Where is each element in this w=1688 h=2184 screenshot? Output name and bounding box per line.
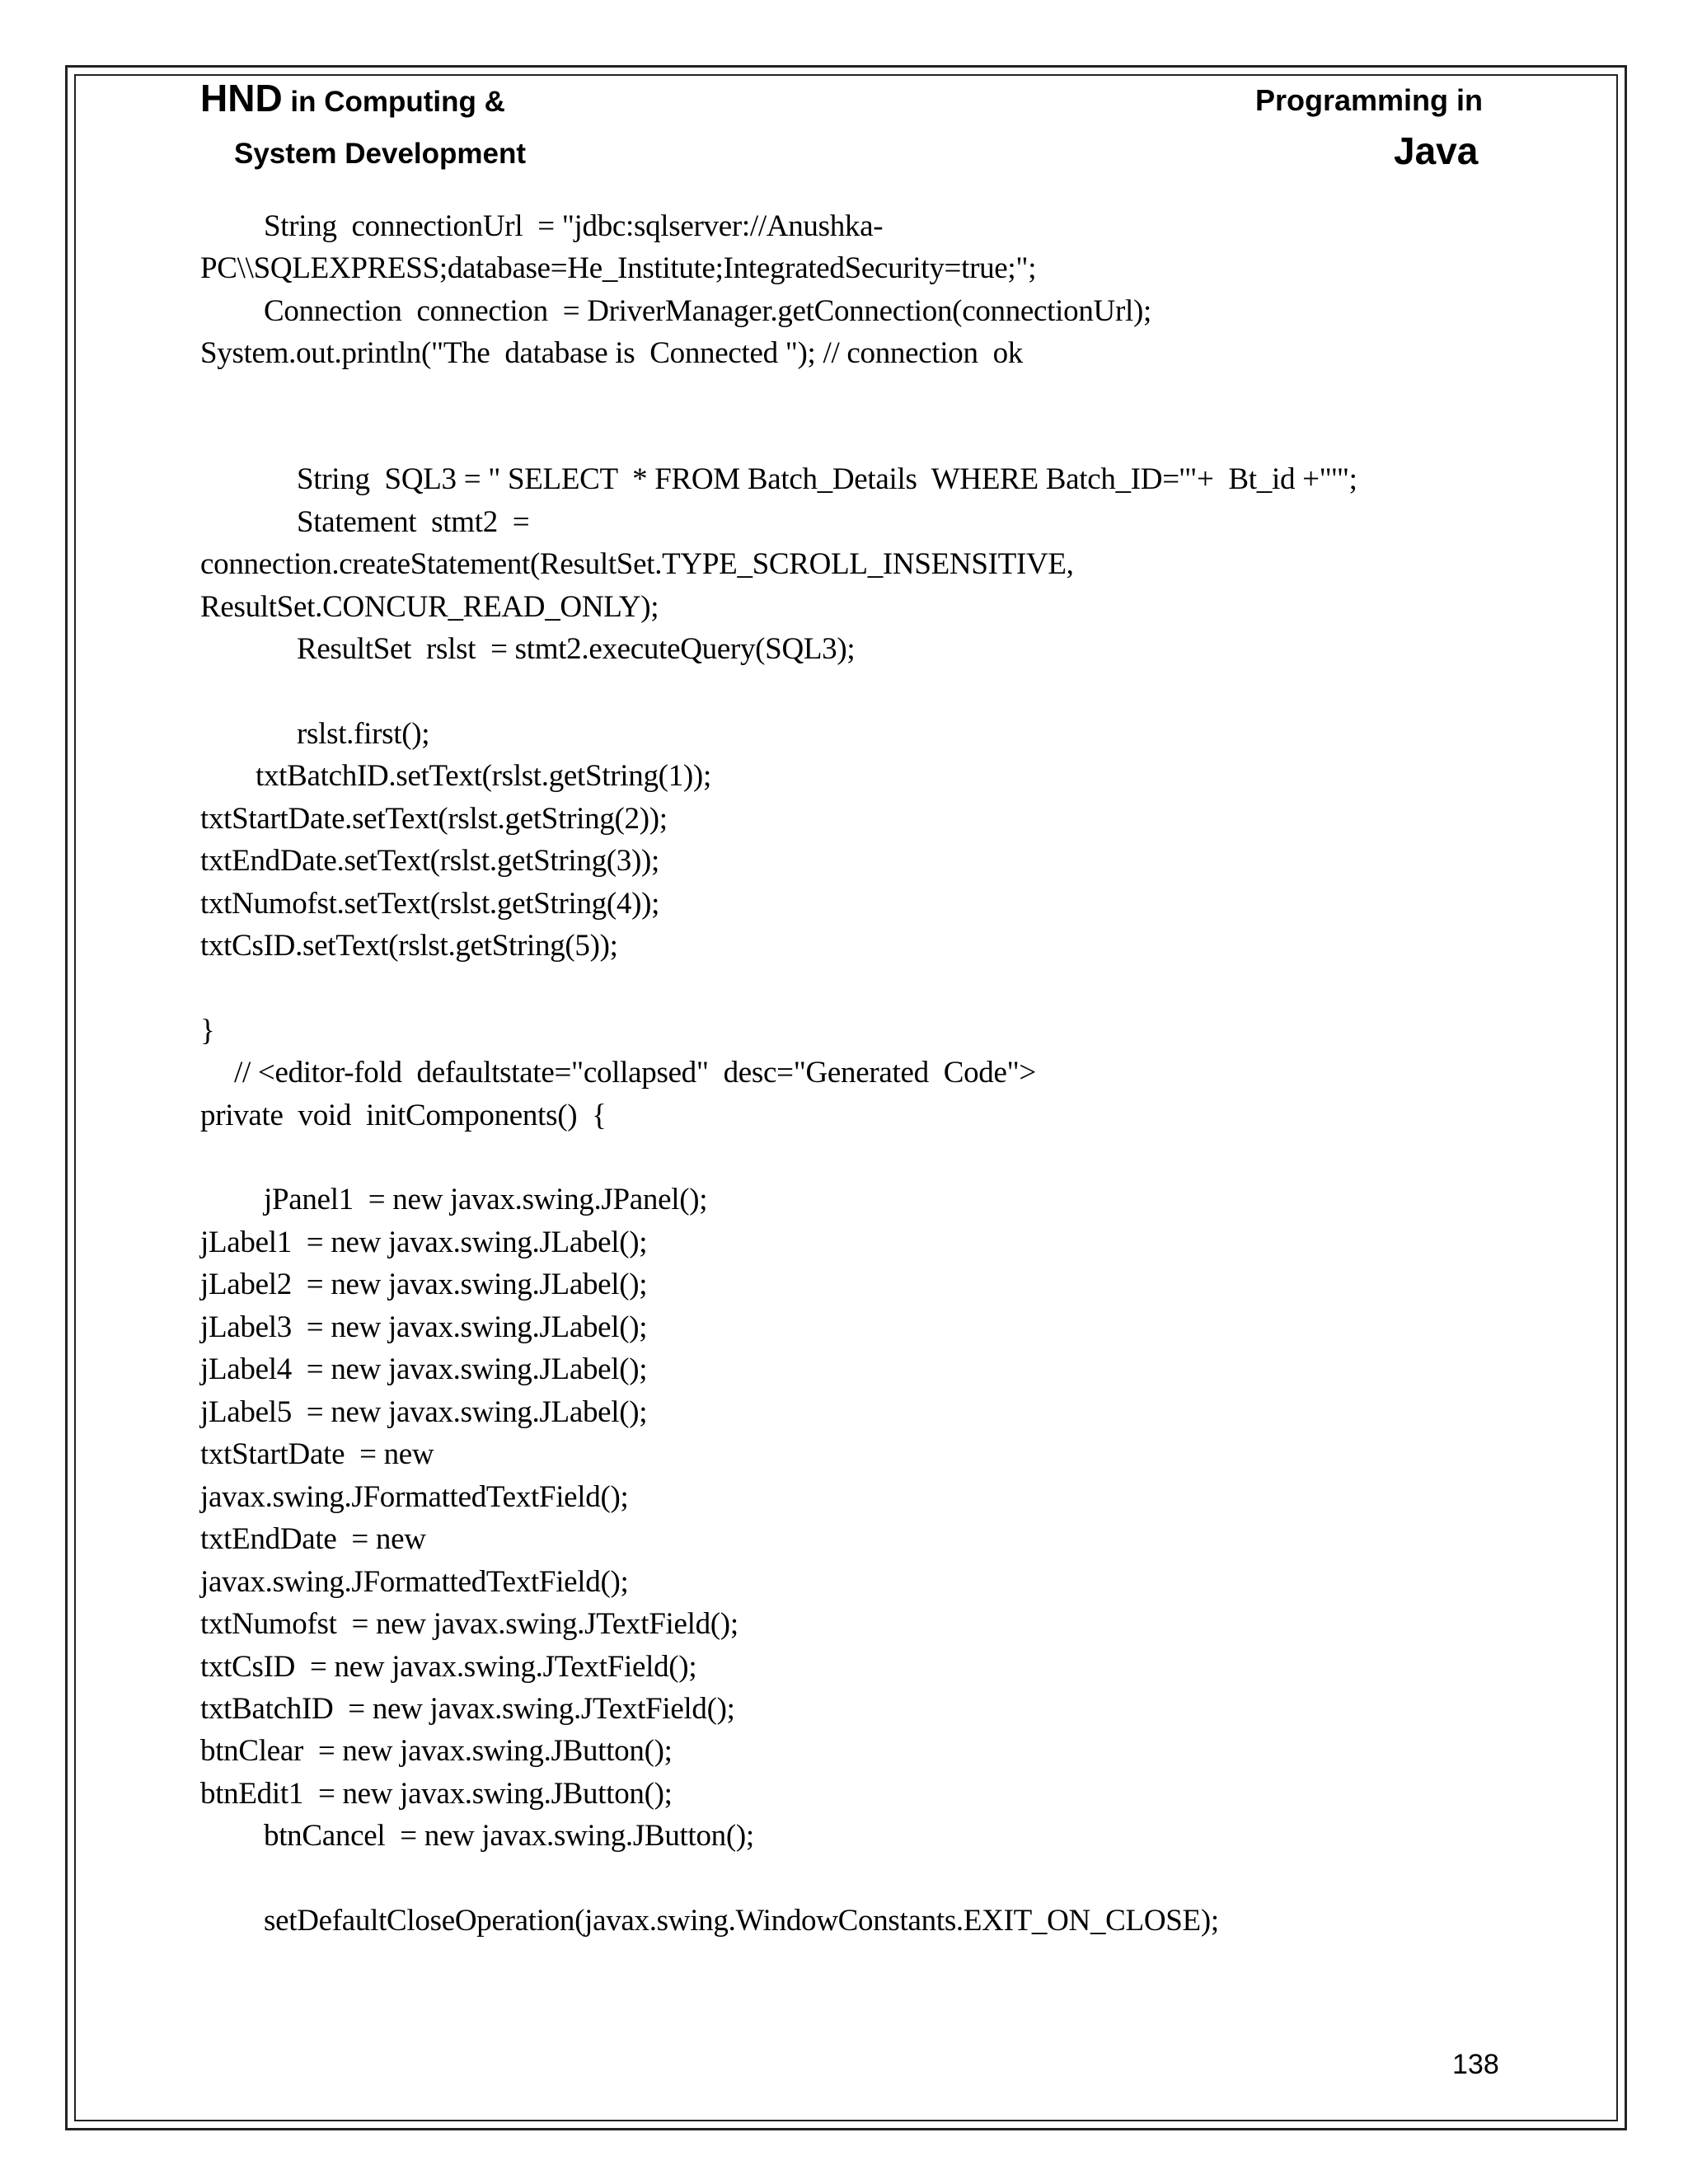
code-line: String SQL3 = " SELECT * FROM Batch_Details WHERE Batch_ID='"+ Bt_id +"'"; (297, 462, 1357, 496)
code-line: jLabel4 = new javax.swing.JLabel(); (200, 1352, 648, 1386)
code-line: btnClear = new javax.swing.JButton(); (200, 1734, 673, 1768)
code-line: Connection connection = DriverManager.getConnection(connectionUrl); (264, 294, 1151, 328)
code-line: jLabel1 = new javax.swing.JLabel(); (200, 1226, 648, 1259)
code-line: ResultSet.CONCUR_READ_ONLY); (200, 590, 659, 624)
header-in-computing: in Computing & (282, 86, 505, 118)
code-line: jPanel1 = new javax.swing.JPanel(); (264, 1183, 708, 1216)
header-java: Java (1394, 129, 1479, 172)
code-line: Statement stmt2 = (297, 505, 530, 539)
code-line: txtCsID = new javax.swing.JTextField(); (200, 1650, 697, 1684)
code-line: txtStartDate.setText(rslst.getString(2)); (200, 802, 668, 836)
code-line: String connectionUrl = "jdbc:sqlserver://Anushka- (264, 209, 884, 243)
header-system-development: System Development (234, 138, 527, 170)
code-line: javax.swing.JFormattedTextField(); (200, 1565, 629, 1599)
code-line: rslst.first(); (297, 717, 430, 751)
code-line: txtNumofst.setText(rslst.getString(4)); (200, 887, 660, 921)
code-line: txtCsID.setText(rslst.getString(5)); (200, 929, 618, 963)
code-line: } (200, 1014, 215, 1047)
code-line: jLabel5 = new javax.swing.JLabel(); (200, 1395, 648, 1429)
code-line: connection.createStatement(ResultSet.TYPE_SCROLL_INSENSITIVE, (200, 547, 1074, 581)
code-line: ResultSet rslst = stmt2.executeQuery(SQL3); (297, 632, 856, 666)
code-line: btnEdit1 = new javax.swing.JButton(); (200, 1777, 673, 1811)
code-line: txtBatchID = new javax.swing.JTextField(); (200, 1692, 735, 1726)
code-line: txtStartDate = new (200, 1437, 434, 1471)
code-line: jLabel3 = new javax.swing.JLabel(); (200, 1310, 648, 1344)
header-programming-in: Programming in (1255, 83, 1484, 117)
code-line: btnCancel = new javax.swing.JButton(); (264, 1819, 754, 1853)
code-line: txtBatchID.setText(rslst.getString(1)); (256, 759, 711, 793)
code-line: txtEndDate = new (200, 1522, 426, 1556)
code-line: setDefaultCloseOperation(javax.swing.WindowConstants.EXIT_ON_CLOSE); (264, 1904, 1219, 1938)
code-line: javax.swing.JFormattedTextField(); (200, 1480, 629, 1514)
code-line: System.out.println("The database is Connected "); // connection ok (200, 336, 1024, 370)
code-line: txtNumofst = new javax.swing.JTextField(); (200, 1607, 738, 1641)
code-line: txtEndDate.setText(rslst.getString(3)); (200, 844, 660, 878)
header-hnd: HND (200, 77, 283, 120)
code-line: jLabel2 = new javax.swing.JLabel(); (200, 1268, 648, 1301)
page-number: 138 (1452, 2049, 1499, 2080)
code-line: // <editor-fold defaultstate="collapsed" desc="Generated Code"> (234, 1056, 1036, 1090)
code-line: private void initComponents() { (200, 1099, 607, 1132)
code-line: PC\\SQLEXPRESS;database=He_Institute;IntegratedSecurity=true;"; (200, 251, 1037, 285)
